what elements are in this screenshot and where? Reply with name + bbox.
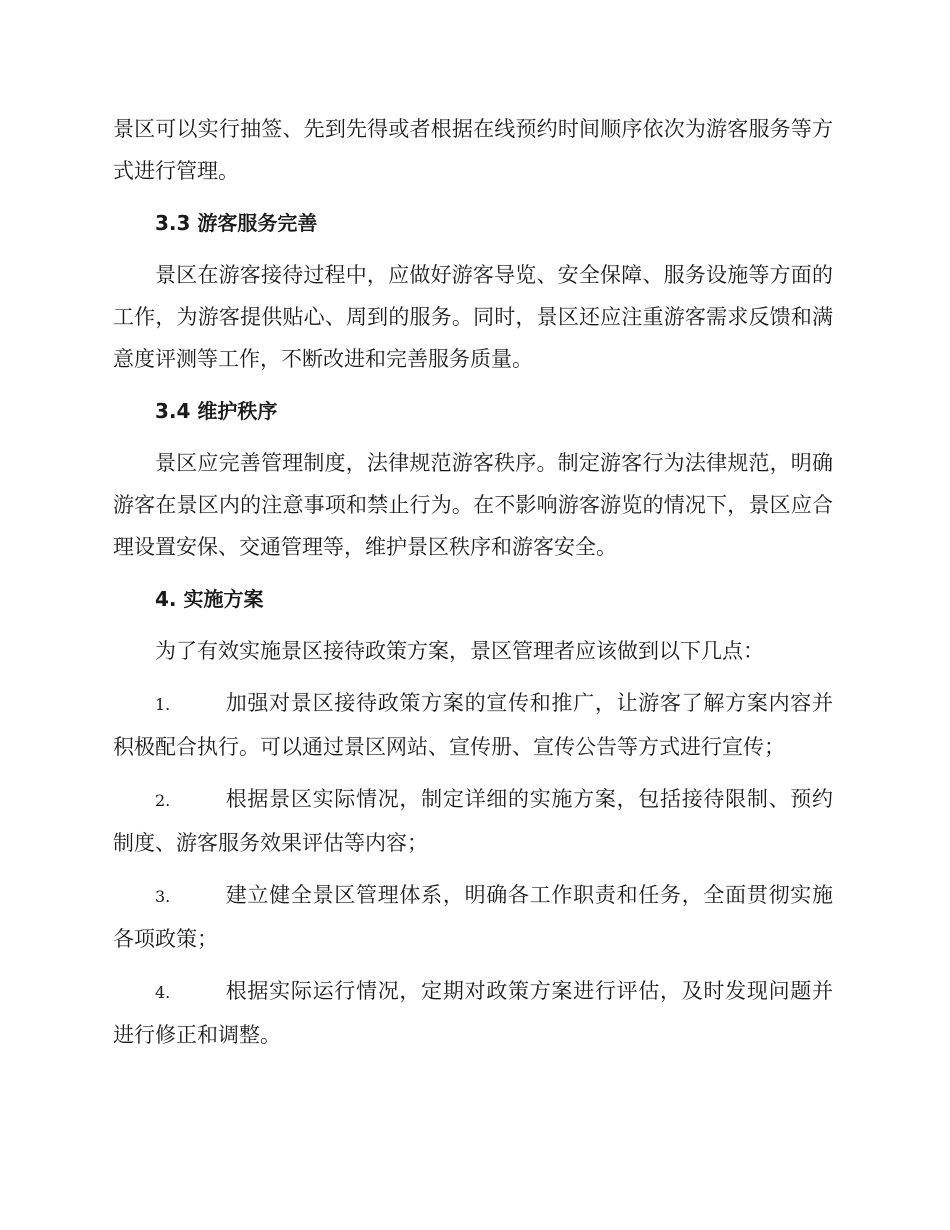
list-item-text: 加强对景区接待政策方案的宣传和推广，让游客了解方案内容并积极配合执行。可以通过景区网站、宣传册、宣传公告等方式进行宣传； [113, 691, 833, 759]
list-item [113, 682, 833, 768]
list-item [113, 970, 833, 1056]
section-3-3-heading: 3.3 游客服务完善 [155, 211, 318, 235]
list-item-number: 4. [155, 983, 171, 1002]
document-body [113, 108, 833, 1056]
list-item-number: 1. [155, 695, 171, 714]
list-item-number: 3. [155, 887, 171, 906]
list-item [113, 874, 833, 960]
section-4-heading: 4. 实施方案 [155, 587, 264, 611]
list-item [113, 778, 833, 864]
list-item-text: 根据实际运行情况，定期对政策方案进行评估，及时发现问题并进行修正和调整。 [113, 979, 833, 1047]
list-item-number: 2. [155, 791, 171, 810]
section-3-3-body: 景区在游客接待过程中，应做好游客导览、安全保障、服务设施等方面的工作，为游客提供贴心、周到的服务。同时，景区还应注重游客需求反馈和满意度评测等工作，不断改进和完善服务质量。 [113, 263, 833, 371]
section-3-4-body: 景区应完善管理制度，法律规范游客秩序。制定游客行为法律规范，明确游客在景区内的注意事项和禁止行为。在不影响游客游览的情况下，景区应合理设置安保、交通管理等，维护景区秩序和游客安全。 [113, 451, 833, 559]
section-4-intro: 为了有效实施景区接待政策方案，景区管理者应该做到以下几点： [155, 639, 764, 663]
intro-paragraph: 景区可以实行抽签、先到先得或者根据在线预约时间顺序依次为游客服务等方式进行管理。 [113, 117, 833, 183]
list-item-text: 根据景区实际情况，制定详细的实施方案，包括接待限制、预约制度、游客服务效果评估等内容； [113, 787, 833, 855]
list-item-text: 建立健全景区管理体系，明确各工作职责和任务，全面贯彻实施各项政策； [113, 883, 833, 951]
section-3-4-heading: 3.4 维护秩序 [155, 399, 278, 423]
